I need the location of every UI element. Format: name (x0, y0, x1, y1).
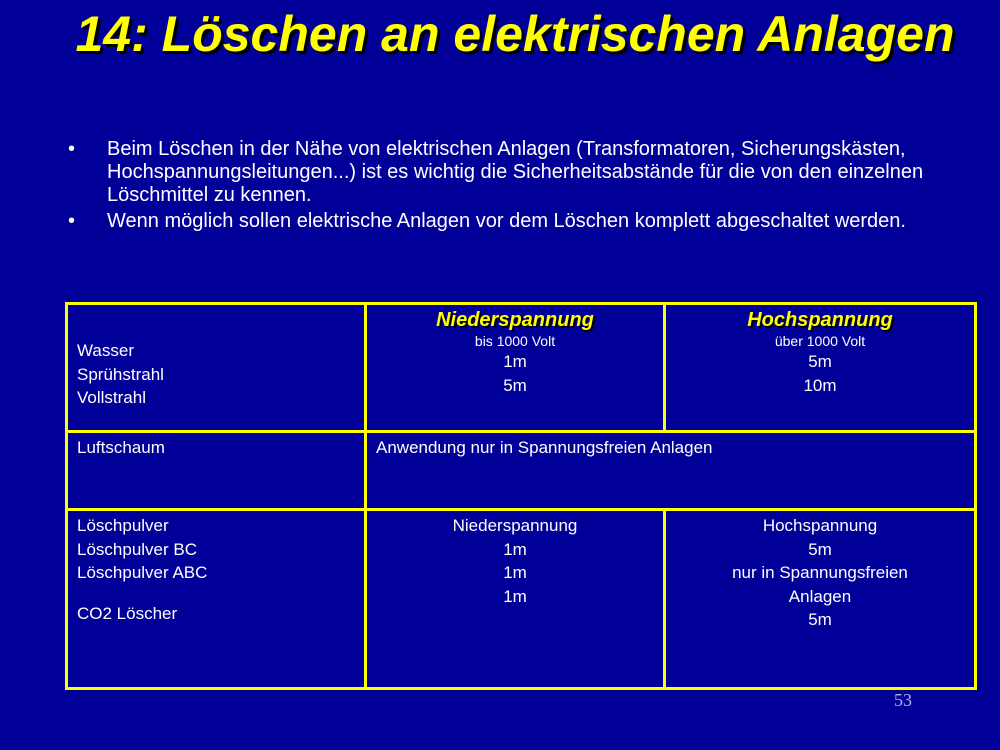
table-row-water (67, 304, 976, 432)
table-row-powder (67, 510, 976, 689)
low-voltage-label: Niederspannung (452, 516, 578, 535)
high-voltage-header: Hochspannung (747, 309, 893, 331)
agent-label: Löschpulver ABC (77, 563, 208, 582)
cell-low-voltage-water (366, 304, 665, 432)
bullet-text: Wenn möglich sollen elektrische Anlagen vor dem Löschen komplett abgeschaltet werden. (107, 210, 906, 232)
low-voltage-header: Niederspannung (436, 309, 594, 331)
distance-value: 10m (803, 375, 837, 395)
cell-high-voltage-water (665, 304, 976, 432)
bullet-text: Beim Löschen in der Nähe von elektrischen Anlagen (Transformatoren, Sicherungskästen, Hochspannungsleitungen...) ist es wichtig die Sicherheitsabstände für die von den einzelnen Löschmittel zu kennen. (107, 138, 924, 206)
cell-agent-powder (67, 510, 366, 689)
table-row-foam (67, 432, 976, 510)
distance-value: 1m (503, 352, 527, 371)
cell-low-voltage-powder (366, 510, 665, 689)
cell-agent-water (67, 304, 366, 432)
bullet-list (62, 138, 942, 236)
bullet-item (62, 210, 942, 233)
distance-value: 5m (808, 539, 832, 559)
distance-value: nur in Spannungsfreien (732, 563, 908, 582)
low-voltage-subtitle: bis 1000 Volt (474, 333, 556, 349)
distance-value: 1m (503, 539, 527, 559)
agent-label: Löschpulver BC (77, 539, 198, 559)
safety-distance-table (65, 302, 977, 690)
agent-label: Sprühstrahl (77, 364, 164, 384)
page-number: 53 (894, 690, 912, 710)
agent-label: Vollstrahl (77, 388, 146, 407)
bullet-icon: • (68, 138, 76, 160)
distance-value: 5m (808, 352, 832, 371)
agent-label: CO2 Löscher (77, 603, 178, 623)
bullet-icon: • (68, 210, 76, 232)
high-voltage-subtitle: über 1000 Volt (774, 333, 866, 349)
slide-title: 14: Löschen an elektrischen Anlagen (75, 6, 955, 62)
cell-agent-foam: Luftschaum (67, 432, 366, 510)
distance-value: 5m (808, 610, 832, 629)
distance-value: Anlagen (788, 586, 852, 606)
agent-label: Wasser (77, 341, 134, 360)
distance-value: 1m (503, 586, 527, 606)
distance-value: 1m (503, 563, 527, 582)
distance-value: 5m (503, 375, 527, 395)
bullet-item (62, 138, 942, 207)
cell-foam-note: Anwendung nur in Spannungsfreien Anlagen (366, 432, 976, 510)
agent-label: Löschpulver (77, 516, 169, 535)
cell-high-voltage-powder (665, 510, 976, 689)
high-voltage-label: Hochspannung (762, 516, 878, 535)
